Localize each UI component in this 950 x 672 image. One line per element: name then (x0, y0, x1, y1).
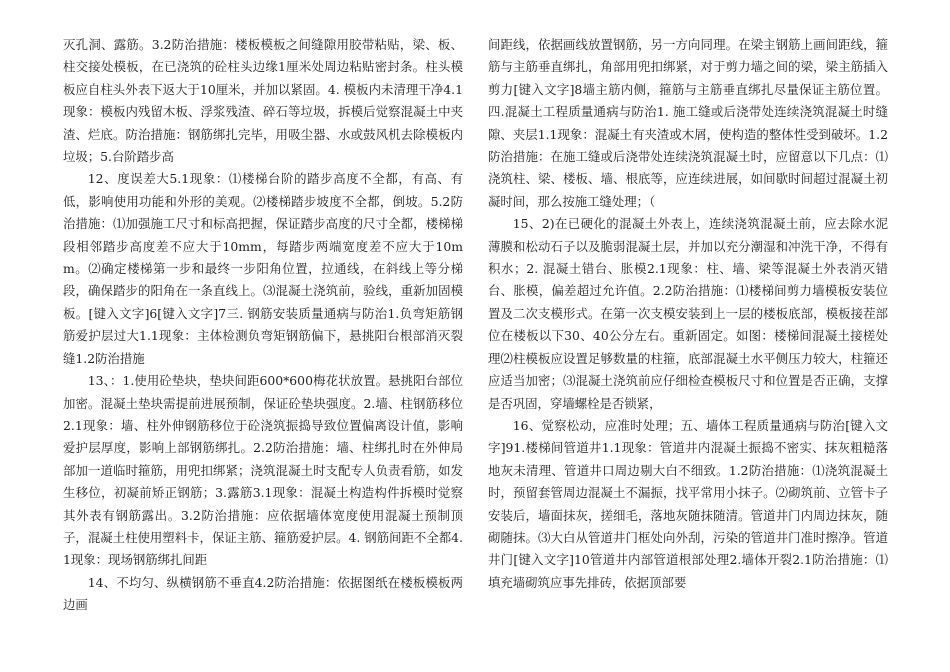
left-text-column (63, 34, 463, 617)
paragraph: 15、2)在已硬化的混凝土外表上，连续浇筑混凝土前，应去除水泥薄膜和松动石子以及脆弱混凝土层，并加以充分潮湿和冲洗干净，不得有积水；2. 混凝土错台、胀模2.1现象：柱、墙、梁等混凝土外表消灭错台、胀模，偏差超过允许值。2.2防治措施：⑴楼梯间剪力墙模板安装位置及二次支模形式。在第一次支模安装到上一层的楼板底部，模板接茬部位在楼板以下30、40公分左右。重新固定。如图：楼梯间混凝土接槎处理⑵柱模板应设置足够数量的柱箍，底部混凝土水平侧压力较大，柱箍还应适当加密；⑶混凝土浇筑前应仔细检查模板尺寸和位置是否正确，支撑是否巩固，穿墙螺栓是否锁紧， (488, 216, 888, 411)
paragraph: 12、度误差大5.1现象：⑴楼梯台阶的踏步高度不全都，有高、有低，影响使用功能和外形的美观。⑵楼梯踏步坡度不全都，倒坡。5.2防治措施：⑴加强施工尺寸和标高把握，保证踏步高度的尺寸全都，楼梯梯段相邻踏步高度差不应大于10mm，每踏步两端宽度差不应大于10mm。⑵确定楼梯第一步和最终一步阳角位置，拉通线，在斜线上等分梯段，确保踏步的阳角在一条直线上。⑶混凝土浇筑前，验线，重新加固模板。[键入文字]6[键入文字]7三. 钢筋安装质量通病与防治1.负弯矩筋钢筋爱护层过大1.1现象：主体检测负弯矩钢筋偏下，悬挑阳台根部消灭裂缝1.2防治措施 (63, 171, 463, 366)
paragraph: 13、：1.使用砼垫块，垫块间距600*600梅花状放置。悬挑阳台部位加密。混凝土垫块需提前进展预制，保证砼垫块强度。2.墙、柱钢筋移位2.1现象：墙、柱外伸钢筋移位于砼浇筑振捣导致位置偏离设计值，影响爱护层厚度，影响上部钢筋绑扎。2.2防治措施：墙、柱绑扎时在外伸局部加一道临时箍筋，用兜扣绑紧；浇筑混凝土时支配专人负责看筋，如发生移位，初凝前矫正钢筋；3.露筋3.1现象：混凝土构造构件拆模时觉察其外表有钢筋露出。3.2防治措施：应依据墙体宽度使用混凝土预制顶子，混凝土柱使用塑料卡，保证主筋、箍筋爱护层。4. 钢筋间距不全都4.1现象：现场钢筋绑扎间距 (63, 373, 463, 568)
paragraph: 16、觉察松动，应准时处理；五、墙体工程质量通病与防治[键入文字]91.楼梯间管道井1.1现象：管道井内混凝土振捣不密实、抹灰粗糙落地灰未清理、管道井口周边剔大白不细致。1.2防治措施：⑴浇筑混凝土时，预留套管周边混凝土不漏振，找平常用小抹子。⑵砌筑前、立管卡子安装后，墙面抹灰，搓细毛，落地灰随抹随清。管道井门内周边抹灰，随砌随抹。⑶大白从管道井门框处向外刮，污染的管道井门准时擦净。管道井门[键入文字]10管道井内部管道根部处理2.墙体开裂2.1防治措施：⑴填充墙砌筑应事先排砖，依据顶部要 (488, 417, 888, 590)
right-text-column (488, 34, 888, 594)
paragraph: 间距线，依据画线放置钢筋，另一方向同理。在梁主钢筋上画间距线，箍筋与主筋垂直绑扎，角部用兜扣绑紧，对于剪力墙之间的梁，梁主筋插入剪力[键入文字]8墙主筋内侧，箍筋与主筋垂直绑扎尽量保证主筋位置。四.混凝土工程质量通病与防治1. 施工缝或后浇带处连续浇筑混凝土时缝隙、夹层1.1现象：混凝土有夹渣或木屑，使构造的整体性受到破坏。1.2防治措施：在施工缝或后浇带处连续浇筑混凝土时，应留意以下几点：⑴浇筑柱、梁、楼板、墙、根底等，应连续进展，如间歇时间超过混凝土初凝时间，那么按施工缝处理；（ (488, 37, 888, 209)
paragraph: 灭孔洞、露筋。3.2防治措施：楼板模板之间缝隙用胶带粘贴，梁、板、柱交接处模板，在已浇筑的砼柱头边缘1厘米处周边粘贴密封条。柱头模板应自柱头外表下返大于10厘米，并加以紧固。4. 模板内未清理干净4.1现象：模板内残留木板、浮浆残渣、碎石等垃圾，拆模后觉察混凝土中夹渣、烂底。防治措施：钢筋绑扎完毕，用吸尘器、水或鼓风机去除模板内垃圾；5.台阶踏步高 (63, 37, 463, 165)
paragraph: 14、不均匀、纵横钢筋不垂直4.2防治措施：依据图纸在楼板模板两边画 (63, 574, 463, 613)
